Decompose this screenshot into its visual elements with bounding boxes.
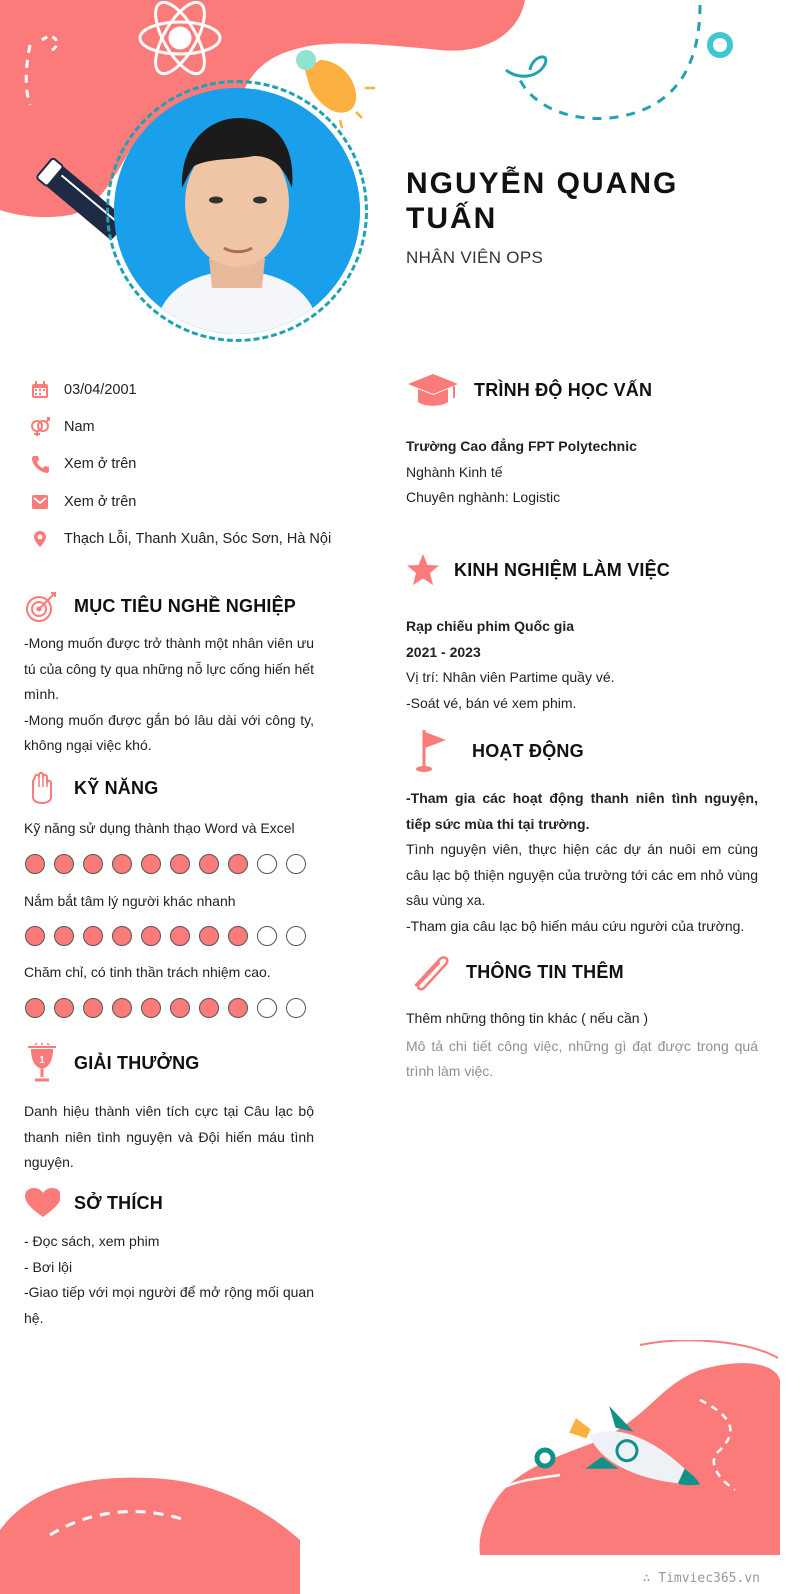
education-heading — [406, 372, 652, 408]
contact-birthday — [30, 378, 137, 402]
activities-details — [406, 786, 758, 939]
rating-dot-filled — [112, 998, 132, 1018]
hobbies-text — [24, 1229, 314, 1331]
activity-headline: -Tham gia các hoạt động thanh niên tình nguyện, tiếp sức mùa thi tại trường. — [406, 790, 758, 832]
rating-dot-filled — [228, 854, 248, 874]
location-pin-icon — [30, 529, 50, 549]
rating-dot-filled — [54, 926, 74, 946]
major: Nghành Kinh tế — [406, 463, 503, 480]
extra-heading — [406, 954, 624, 990]
full-name: NGUYỄN QUANG TUẤN — [406, 167, 679, 235]
address-value: Thạch Lỗi, Thanh Xuân, Sóc Sơn, Hà Nội — [64, 531, 332, 547]
rating-dot-empty — [286, 998, 306, 1018]
rating-dot-filled — [170, 926, 190, 946]
avatar — [114, 88, 360, 334]
company-name: Rạp chiếu phim Quốc gia — [406, 618, 575, 634]
rating-dot-empty — [286, 926, 306, 946]
rating-dot-filled — [25, 854, 45, 874]
rating-dot-filled — [199, 854, 219, 874]
watermark: ∴ Timviec365.vn — [642, 1571, 760, 1586]
work-description: -Soát vé, bán vé xem phim. — [406, 694, 577, 711]
awards-title: GIẢI THƯỞNG — [74, 1052, 200, 1073]
trophy-icon — [24, 1045, 60, 1081]
hobbies-heading — [24, 1185, 163, 1221]
target-icon — [24, 588, 60, 624]
experience-title: KINH NGHIỆM LÀM VIỆC — [454, 559, 671, 580]
svg-text:1: 1 — [39, 1055, 45, 1066]
skill-rating-1 — [25, 926, 306, 946]
extra-title: THÔNG TIN THÊM — [466, 961, 624, 982]
education-details — [406, 434, 758, 511]
rating-dot-filled — [199, 926, 219, 946]
skill-name: Nắm bắt tâm lý người khác nhanh — [24, 893, 236, 909]
skill-name: Kỹ năng sử dụng thành thạo Word và Excel — [24, 820, 295, 836]
rating-dot-filled — [112, 926, 132, 946]
extra-placeholder: Mô tả chi tiết công việc, những gì đạt được trong quá trình làm việc. — [406, 1037, 758, 1079]
paperclip-icon — [406, 954, 452, 990]
objective-title: MỤC TIÊU NGHỀ NGHIỆP — [74, 595, 297, 616]
school-name: Trường Cao đẳng FPT Polytechnic — [406, 438, 637, 454]
rating-dot-filled — [54, 998, 74, 1018]
specialty: Chuyên nghành: Logistic — [406, 489, 561, 505]
calendar-icon — [30, 380, 50, 400]
work-period: 2021 - 2023 — [406, 643, 481, 660]
hobbies-title: SỞ THÍCH — [74, 1192, 163, 1213]
contact-phone — [30, 452, 136, 476]
flag-icon — [406, 733, 458, 769]
skill-rating-0 — [25, 854, 306, 874]
email-icon — [30, 492, 50, 512]
rating-dot-filled — [25, 926, 45, 946]
skill-rating-2 — [25, 998, 306, 1018]
email-value: Xem ở trên — [64, 494, 137, 510]
gender-value: Nam — [64, 419, 95, 435]
rating-dot-empty — [286, 854, 306, 874]
work-role: Vị trí: Nhân viên Partime quầy vé. — [406, 669, 615, 685]
rating-dot-filled — [83, 926, 103, 946]
objective-heading — [24, 588, 296, 624]
raised-fist-icon — [24, 770, 60, 806]
hobby-line: -Giao tiếp với mọi người để mở rộng mối quan hệ. — [24, 1284, 314, 1326]
awards-heading — [24, 1045, 199, 1081]
rating-dot-filled — [228, 926, 248, 946]
skills-heading — [24, 770, 158, 806]
experience-heading — [406, 552, 670, 588]
skill-name: Chăm chỉ, có tinh thần trách nhiệm cao. — [24, 964, 271, 980]
hobby-line: - Đọc sách, xem phim — [24, 1233, 160, 1249]
contact-gender — [30, 415, 95, 439]
activity-line: Tình nguyện viên, thực hiện các dự án nuôi em cùng câu lạc bộ thiện nguyện của trường tới các em nhỏ vùng sâu vùng xa. — [406, 841, 758, 908]
contact-email — [30, 490, 136, 514]
objective-line: -Mong muốn được gắn bó lâu dài với công ty, không ngại việc khó. — [24, 711, 314, 753]
rating-dot-filled — [170, 998, 190, 1018]
activities-heading — [406, 733, 584, 769]
rating-dot-filled — [141, 926, 161, 946]
contact-address — [30, 527, 331, 551]
rating-dot-filled — [54, 854, 74, 874]
extra-details — [406, 1006, 758, 1085]
rating-dot-filled — [199, 998, 219, 1018]
hobby-line: - Bơi lội — [24, 1258, 73, 1275]
rating-dot-filled — [170, 854, 190, 874]
rating-dot-filled — [228, 998, 248, 1018]
rating-dot-filled — [83, 854, 103, 874]
graduation-cap-icon — [406, 372, 460, 408]
activities-title: HOẠT ĐỘNG — [472, 740, 584, 761]
rating-dot-filled — [141, 998, 161, 1018]
experience-details — [406, 614, 758, 716]
heart-icon — [24, 1185, 60, 1221]
rating-dot-filled — [83, 998, 103, 1018]
birthday-value: 03/04/2001 — [64, 382, 137, 398]
star-icon — [406, 552, 440, 588]
person-portrait-icon — [114, 88, 360, 334]
objective-line: -Mong muốn được trở thành một nhân viên ưu tú của công ty qua những nỗ lực cống hiến hết mình. — [24, 635, 314, 702]
objective-text — [24, 631, 314, 759]
rating-dot-filled — [141, 854, 161, 874]
extra-line: Thêm những thông tin khác ( nếu cần ) — [406, 1010, 649, 1026]
rating-dot-filled — [25, 998, 45, 1018]
rating-dot-empty — [257, 926, 277, 946]
job-title: NHÂN VIÊN OPS — [406, 248, 544, 267]
gender-icon — [30, 417, 50, 437]
rating-dot-empty — [257, 998, 277, 1018]
awards-text: Danh hiệu thành viên tích cực tại Câu lạc bộ thanh niên tình nguyện và Đội hiến máu tình nguyện. — [24, 1103, 314, 1170]
footer-decoration — [0, 1340, 800, 1594]
education-title: TRÌNH ĐỘ HỌC VẤN — [474, 379, 653, 400]
rating-dot-empty — [257, 854, 277, 874]
phone-value: Xem ở trên — [64, 456, 137, 472]
activity-line: -Tham gia câu lạc bộ hiến máu cứu người của trường. — [406, 917, 745, 934]
rating-dot-filled — [112, 854, 132, 874]
skills-title: KỸ NĂNG — [74, 777, 159, 798]
phone-icon — [30, 454, 50, 474]
